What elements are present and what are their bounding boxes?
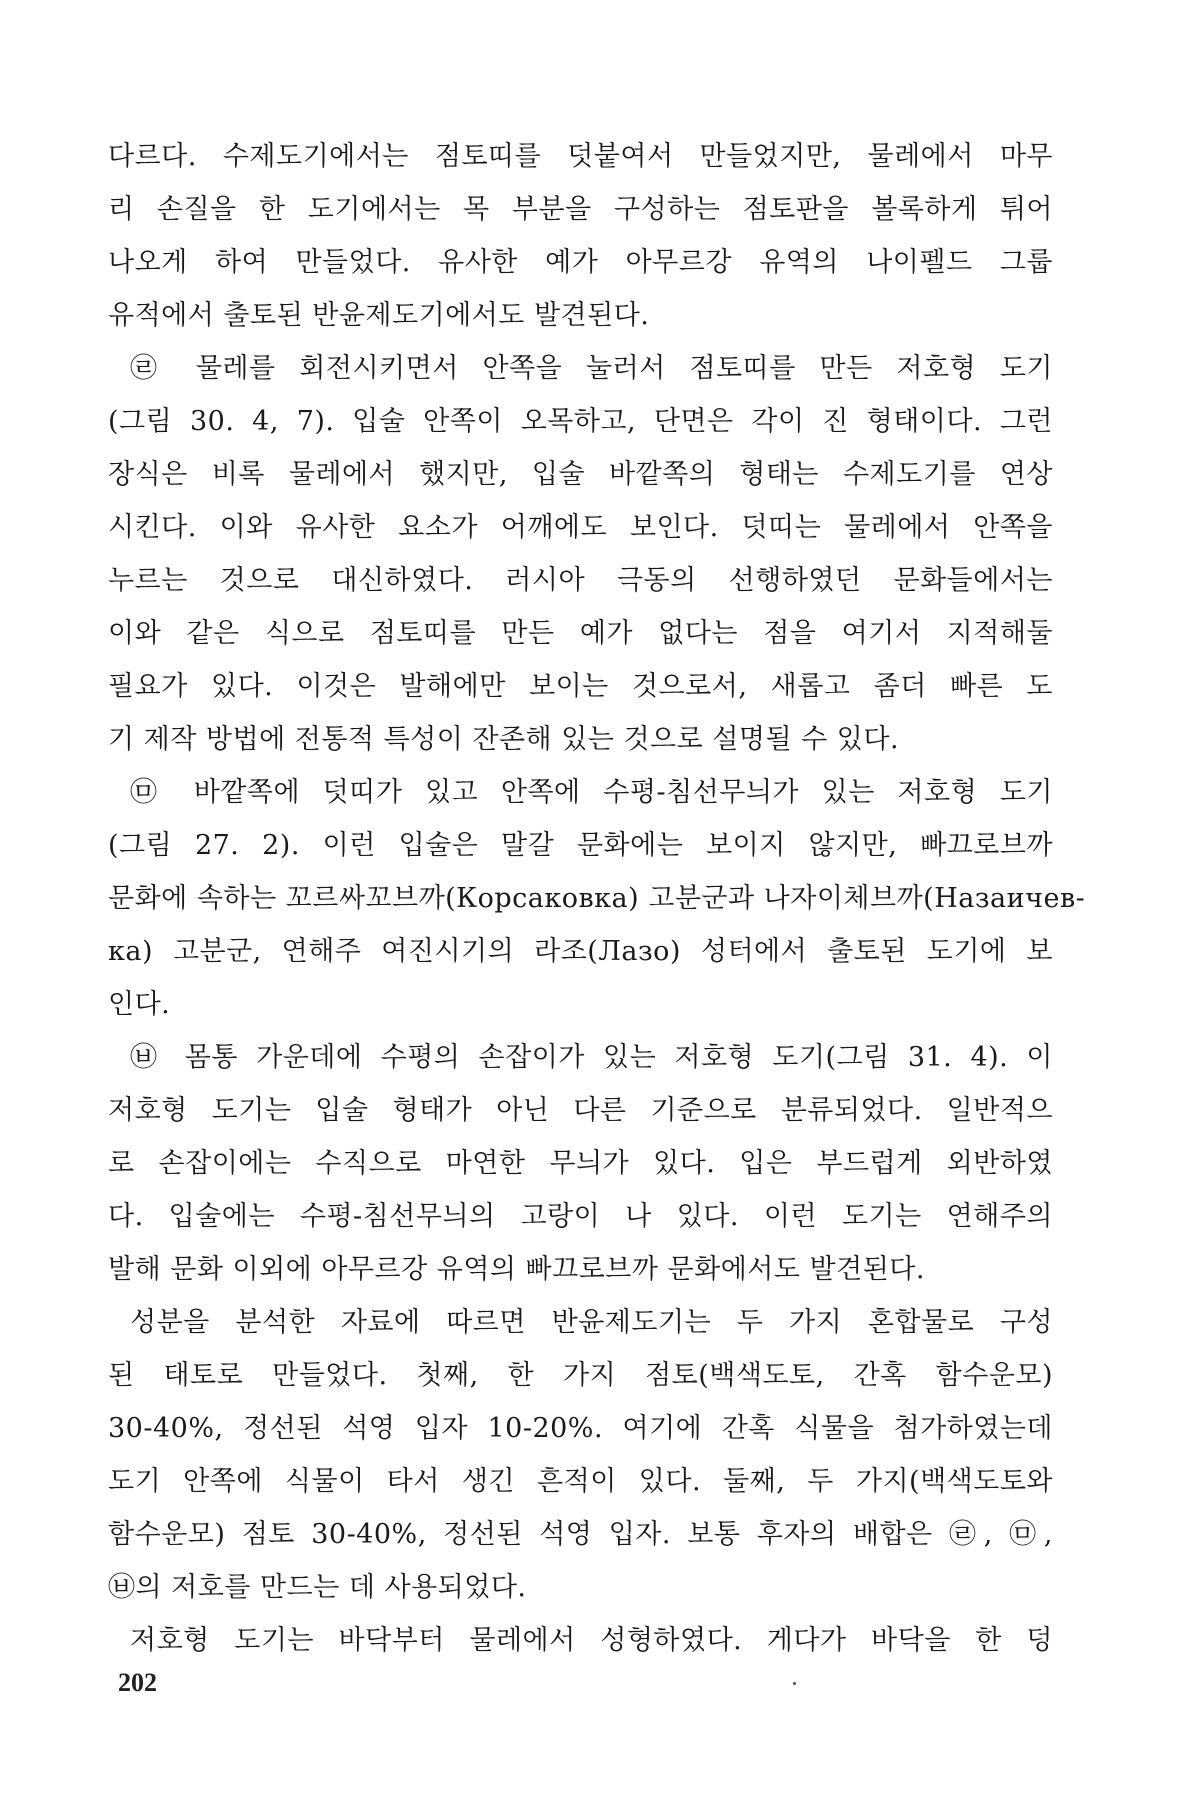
paragraph [108,1296,1053,1614]
paragraph [108,342,1053,766]
paragraph [108,130,1053,342]
text-line: (그림 30. 4, 7). 입술 안쪽이 오목하고, 단면은 각이 진 형태이다. 그런 [108,406,1053,437]
text-line: 함수운모) 점토 30-40%, 정선된 석영 입자. 보통 후자의 배합은 ㉣, ㉤, [108,1519,1053,1550]
paragraph [108,1614,1053,1667]
scan-speck [793,1682,796,1685]
text-line: 시킨다. 이와 유사한 요소가 어깨에도 보인다. 덧띠는 물레에서 안쪽을 [108,512,1053,543]
page-number: 202 [118,1668,157,1697]
text-line: 이와 같은 식으로 점토띠를 만든 예가 없다는 점을 여기서 지적해둘 [108,618,1053,649]
text-line: 인다. [108,989,171,1020]
text-line: 된 태토로 만들었다. 첫째, 한 가지 점토(백색도토, 간혹 함수운모) [108,1360,1053,1391]
text-line: ㉥의 저호를 만드는 데 사용되었다. [108,1572,527,1603]
text-line: 장식은 비록 물레에서 했지만, 입술 바깥쪽의 형태는 수제도기를 연상 [108,459,1053,490]
text-line: 도기 안쪽에 식물이 타서 생긴 흔적이 있다. 둘째, 두 가지(백색도토와 [108,1466,1053,1497]
text-line: 문화에 속하는 꼬르싸꼬브까(Корсаковка) 고분군과 나자이체브까(Назаичев- [108,883,1086,914]
text-line: (그림 27. 2). 이런 입술은 말갈 문화에는 보이지 않지만, 빠끄로브까 [108,830,1053,861]
text-line: 저호형 도기는 바닥부터 물레에서 성형하였다. 게다가 바닥을 한 덩 [130,1625,1053,1656]
text-line: 리 손질을 한 도기에서는 목 부분을 구성하는 점토판을 볼록하게 튀어 [108,194,1053,225]
text-line: 누르는 것으로 대신하였다. 러시아 극동의 선행하였던 문화들에서는 [108,565,1053,596]
paragraph [108,1031,1053,1296]
text-line: 성분을 분석한 자료에 따르면 반윤제도기는 두 가지 혼합물로 구성 [130,1307,1053,1338]
text-line: ㉤ 바깥쪽에 덧띠가 있고 안쪽에 수평-침선무늬가 있는 저호형 도기 [130,777,1053,808]
text-line: 저호형 도기는 입술 형태가 아닌 다른 기준으로 분류되었다. 일반적으 [108,1095,1053,1126]
paragraph [108,766,1086,1031]
text-line: 유적에서 출토된 반윤제도기에서도 발견된다. [108,300,650,331]
text-line: ㉣ 물레를 회전시키면서 안쪽을 눌러서 점토띠를 만든 저호형 도기 [130,353,1053,384]
text-line: 다. 입술에는 수평-침선무늬의 고랑이 나 있다. 이런 도기는 연해주의 [108,1201,1053,1232]
text-line: ка) 고분군, 연해주 여진시기의 라조(Лазо) 성터에서 출토된 도기에 보 [108,936,1053,967]
text-line: 필요가 있다. 이것은 발해에만 보이는 것으로서, 새롭고 좀더 빠른 도 [108,671,1053,702]
text-line: 나오게 하여 만들었다. 유사한 예가 아무르강 유역의 나이펠드 그룹 [108,247,1053,278]
text-line: 30-40%, 정선된 석영 입자 10-20%. 여기에 간혹 식물을 첨가하였는데 [108,1413,1053,1444]
text-line: 다르다. 수제도기에서는 점토띠를 덧붙여서 만들었지만, 물레에서 마무 [108,141,1053,172]
body-text [108,130,1086,1667]
text-line: 로 손잡이에는 수직으로 마연한 무늬가 있다. 입은 부드럽게 외반하였 [108,1148,1053,1179]
text-line: 발해 문화 이외에 아무르강 유역의 빠끄로브까 문화에서도 발견된다. [108,1254,925,1285]
text-line: ㉥ 몸통 가운데에 수평의 손잡이가 있는 저호형 도기(그림 31. 4). 이 [130,1042,1053,1073]
text-line: 기 제작 방법에 전통적 특성이 잔존해 있는 것으로 설명될 수 있다. [108,724,900,755]
